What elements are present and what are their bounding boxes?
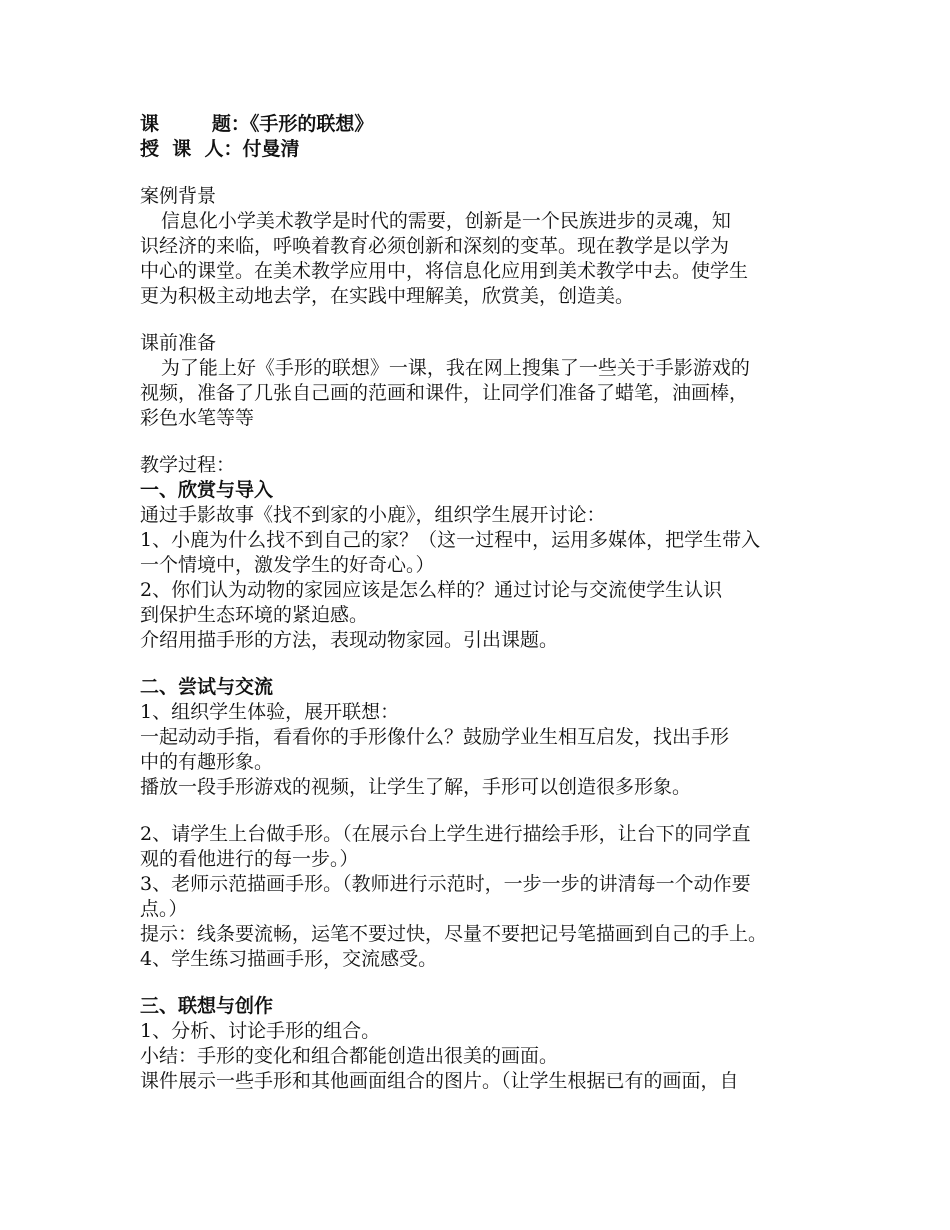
section1-line: 一个情境中，激发学生的好奇心。） [140,554,435,576]
process-heading: 教学过程： [140,454,236,476]
background-paragraph-line: 中心的课堂。在美术教学应用中，将信息化应用到美术教学中去。使学生 [140,260,749,282]
section3-line: 1、分析、讨论手形的组合。 [140,1020,381,1042]
section1-line: 2、你们认为动物的家园应该是怎么样的？通过讨论与交流使学生认识 [140,579,723,601]
section-title-creation: 三、联想与创作 [140,995,274,1017]
preparation-heading: 课前准备 [140,332,217,354]
preparation-paragraph-line: 彩色水笔等等 [140,407,255,429]
teacher-name: 付曼清 [242,138,300,160]
teacher-label: 授 课 人： [140,138,243,160]
document-page [140,112,830,1094]
lesson-title-label: 课 题： [140,113,250,135]
section2-line: 4、学生练习描画手形，交流感受。 [140,948,438,970]
section-title-appreciation: 一、欣赏与导入 [140,479,274,501]
section1-line: 1、小鹿为什么找不到自己的家？（这一过程中，运用多媒体，把学生带入 [140,529,761,551]
section3-line: 小结：手形的变化和组合都能创造出很美的画面。 [140,1045,559,1067]
section2-line: 提示：线条要流畅，运笔不要过快，尽量不要把记号笔描画到自己的手上。 [140,923,768,945]
section1-line: 介绍用描手形的方法，表现动物家园。引出课题。 [140,629,559,651]
teacher-line [140,137,830,162]
lesson-title-line [140,112,830,137]
background-paragraph-line: 识经济的来临，呼唤着教育必须创新和深刻的变革。现在教学是以学为 [140,235,730,257]
section2-line: 一起动动手指，看看你的手形像什么？鼓励学业生相互启发，找出手形 [140,726,730,748]
preparation-paragraph-line: 为了能上好《手形的联想》一课，我在网上搜集了一些关于手影游戏的 [160,357,750,379]
section2-line: 1、组织学生体验，展开联想： [140,701,400,723]
section2-line: 中的有趣形象。 [140,751,274,773]
background-heading: 案例背景 [140,185,217,207]
background-paragraph-line: 更为积极主动地去学，在实践中理解美，欣赏美，创造美。 [140,285,635,307]
section3-line: 课件展示一些手形和其他画面组合的图片。（让学生根据已有的画面，自 [140,1070,739,1092]
section1-line: 通过手影故事《找不到家的小鹿》，组织学生展开讨论： [140,504,606,526]
section2-line: 3、老师示范描画手形。（教师进行示范时，一步一步的讲清每一个动作要 [140,873,751,895]
background-paragraph-line: 信息化小学美术教学是时代的需要，创新是一个民族进步的灵魂，知 [160,210,731,232]
lesson-title-value: 《手形的联想》 [249,113,374,135]
section-title-trial: 二、尝试与交流 [140,676,274,698]
section1-line: 到保护生态环境的紧迫感。 [140,604,369,626]
section2-line: 观的看他进行的每一步。） [140,848,359,870]
section2-line: 点。） [140,898,188,920]
preparation-paragraph-line: 视频，准备了几张自己画的范画和课件，让同学们准备了蜡笔，油画棒， [140,382,749,404]
section2-line: 播放一段手形游戏的视频，让学生了解，手形可以创造很多形象。 [140,776,692,798]
section2-line: 2、请学生上台做手形。（在展示台上学生进行描绘手形，让台下的同学直 [140,823,751,845]
